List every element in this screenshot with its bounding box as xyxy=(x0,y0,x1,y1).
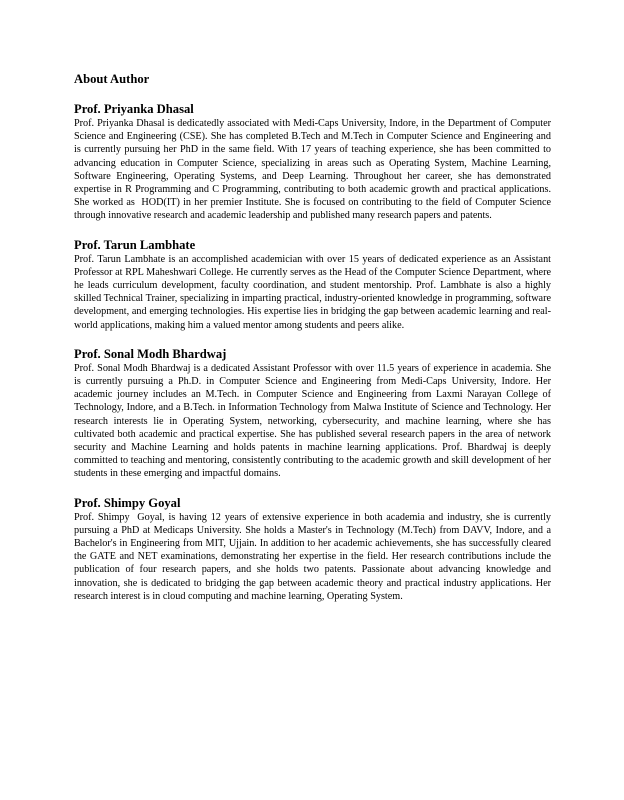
document-page xyxy=(74,71,554,618)
author-section-bhardwaj xyxy=(74,346,554,481)
author-section-lambhate xyxy=(74,237,554,332)
author-section-dhasal xyxy=(74,102,554,223)
author-bio: Prof. Tarun Lambhate is an accomplished academician with over 15 years of dedicated experience as an Assistant Professor at RPL Maheshwari College. He currently serves as the Head of the Computer Science Department, where he leads curriculum development, faculty coordination, and student mentorship. Prof. Lambhate is also a highly skilled Technical Trainer, specializing in imparting practical, industry-oriented knowledge in programming, software development, and emerging technologies. His expertise lies in bridging the gap between academic learning and real-world applications, making him a valued mentor among students and peers alike. xyxy=(74,253,554,331)
page-heading: About Author xyxy=(74,72,150,86)
author-name: Prof. Priyanka Dhasal xyxy=(74,102,194,116)
author-name: Prof. Sonal Modh Bhardwaj xyxy=(74,346,227,361)
author-bio: Prof. Shimpy Goyal, is having 12 years of extensive experience in both academia and industry, she is currently pursuing a PhD at Medicaps University. She holds a Master's in Technology (M.Tech) from DAVV, Indore, and a Bachelor's in Engineering from MIT, Ujjain. In addition to her academic achievements, she has successfully cleared the GATE and NET examinations, demonstrating her expertise in the field. Her research contributions include the publication of four research papers, and she holds two patents. Passionate about advancing knowledge and innovation, she is dedicated to bridging the gap between academic theory and practical industry applications. Her research interest is in cloud computing and machine learning, Operating System. xyxy=(74,511,554,602)
author-name: Prof. Shimpy Goyal xyxy=(74,495,181,510)
author-name: Prof. Tarun Lambhate xyxy=(74,237,196,252)
author-section-goyal xyxy=(74,495,554,603)
author-bio: Prof. Priyanka Dhasal is dedicatedly associated with Medi-Caps University, Indore, in the Department of Computer Science and Engineering (CSE). She has completed B.Tech and M.Tech in Computer Science and Engineering and is currently pursuing her PhD in the same field. With 17 years of teaching experience, she has been committed to advancing education in Computer Science, specializing in areas such as Operating System, Machine Learning, Software Engineering, Operating Systems, and Deep Learning. Throughout her career, she has demonstrated expertise in R Programming and C Programming, contributing to both academic growth and practical applications. She worked as HOD(IT) in her premier Institute. She is focused on contributing to the field of Computer Science through innovative research and academic leadership and published many research papers and patents. xyxy=(74,118,554,222)
author-bio: Prof. Sonal Modh Bhardwaj is a dedicated Assistant Professor with over 11.5 years of experience in academia. She is currently pursuing a Ph.D. in Computer Science and Engineering from Medi-Caps University, Indore. Her academic journey includes an M.Tech. in Computer Science and Engineering from Laxmi Narayan College of Technology, Indore, and a B.Tech. in Information Technology from Malwa Institute of Science and Technology. Her research interests lie in Operating System, networking, cybersecurity, and machine learning, where she has cultivated both academic and practical expertise. She has published several research papers in the area of network security and Machine Learning and holds patents in machine learning applications. Prof. Bhardwaj is deeply committed to teaching and mentoring, consistently contributing to the academic growth and skill development of her students in these emerging and impactful domains. xyxy=(74,362,554,480)
